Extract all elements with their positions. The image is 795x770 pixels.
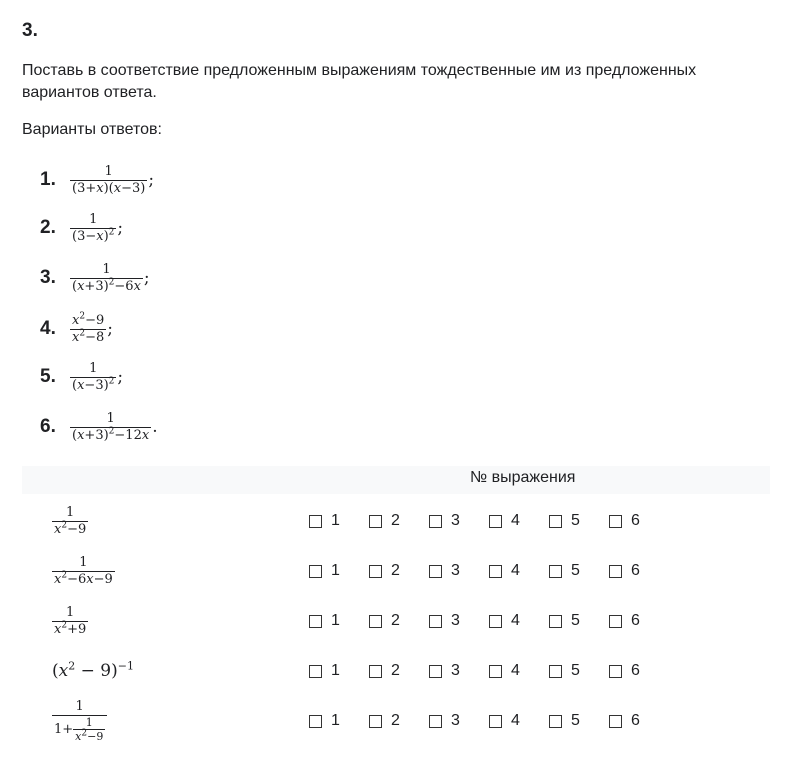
choice-label: 3 bbox=[451, 512, 460, 529]
option-fraction: $\frac{x^2-9}{x^2-8}$ bbox=[72, 311, 105, 345]
table-row bbox=[22, 696, 770, 746]
checkbox[interactable] bbox=[549, 515, 562, 528]
checkbox[interactable] bbox=[489, 615, 502, 628]
table-row bbox=[22, 646, 770, 696]
choice-label: 1 bbox=[331, 612, 340, 629]
choice-label: 2 bbox=[391, 712, 400, 729]
choice-label: 5 bbox=[571, 712, 580, 729]
checkbox[interactable] bbox=[609, 565, 622, 578]
choice-label: 5 bbox=[571, 612, 580, 629]
checkbox[interactable] bbox=[609, 665, 622, 678]
choice-4[interactable] bbox=[489, 662, 549, 680]
checkbox[interactable] bbox=[429, 615, 442, 628]
choice-label: 3 bbox=[451, 712, 460, 729]
checkbox[interactable] bbox=[369, 565, 382, 578]
row-expression: $(x^2 - 9)^{-1}$ bbox=[52, 659, 134, 681]
choice-5[interactable] bbox=[549, 512, 609, 530]
choice-label: 2 bbox=[391, 612, 400, 629]
checkbox[interactable] bbox=[369, 615, 382, 628]
option-fraction: $\frac{1}{(3+x)(x-3)}$ bbox=[72, 163, 146, 196]
choice-3[interactable] bbox=[429, 562, 489, 580]
checkbox[interactable] bbox=[429, 665, 442, 678]
choice-label: 5 bbox=[571, 512, 580, 529]
option-punct: ; bbox=[143, 268, 150, 288]
choice-label: 4 bbox=[511, 612, 520, 629]
choice-1[interactable] bbox=[309, 612, 369, 630]
choice-label: 1 bbox=[331, 712, 340, 729]
choice-3[interactable] bbox=[429, 662, 489, 680]
option-punct: ; bbox=[107, 319, 113, 339]
checkbox[interactable] bbox=[489, 715, 502, 728]
choice-label: 1 bbox=[331, 512, 340, 529]
choice-label: 4 bbox=[511, 562, 520, 579]
choice-6[interactable] bbox=[609, 562, 669, 580]
choice-label: 4 bbox=[511, 712, 520, 729]
choice-label: 3 bbox=[451, 662, 460, 679]
choice-5[interactable] bbox=[549, 612, 609, 630]
row-choices bbox=[309, 596, 669, 646]
checkbox[interactable] bbox=[609, 515, 622, 528]
checkbox[interactable] bbox=[609, 715, 622, 728]
checkbox[interactable] bbox=[309, 515, 322, 528]
choice-1[interactable] bbox=[309, 512, 369, 530]
checkbox[interactable] bbox=[309, 565, 322, 578]
row-choices bbox=[309, 646, 669, 696]
answer-option-2 bbox=[40, 208, 123, 248]
choice-label: 2 bbox=[391, 512, 400, 529]
choice-5[interactable] bbox=[549, 712, 609, 730]
choice-3[interactable] bbox=[429, 712, 489, 730]
choice-label: 6 bbox=[631, 562, 640, 579]
choice-5[interactable] bbox=[549, 662, 609, 680]
option-number: 3. bbox=[40, 267, 56, 288]
choice-label: 4 bbox=[511, 662, 520, 679]
choice-label: 3 bbox=[451, 562, 460, 579]
choice-label: 6 bbox=[631, 512, 640, 529]
choice-label: 1 bbox=[331, 662, 340, 679]
answer-option-6 bbox=[40, 407, 158, 447]
choice-2[interactable] bbox=[369, 662, 429, 680]
checkbox[interactable] bbox=[309, 615, 322, 628]
row-expression: 1 1+ $\frac{1}{x^2-9}$ bbox=[52, 696, 107, 746]
checkbox[interactable] bbox=[549, 615, 562, 628]
choice-6[interactable] bbox=[609, 612, 669, 630]
choice-label: 1 bbox=[331, 562, 340, 579]
row-expression: $\frac{1}{x^2-9}$ bbox=[54, 504, 87, 537]
choice-label: 6 bbox=[631, 662, 640, 679]
choice-6[interactable] bbox=[609, 712, 669, 730]
choice-label: 3 bbox=[451, 612, 460, 629]
checkbox[interactable] bbox=[369, 665, 382, 678]
question-number: 3. bbox=[22, 20, 38, 41]
option-number: 4. bbox=[40, 318, 56, 339]
checkbox[interactable] bbox=[489, 515, 502, 528]
choice-label: 4 bbox=[511, 512, 520, 529]
option-fraction: $\frac{1}{(3-x)^2}$ bbox=[72, 211, 115, 244]
answer-option-5 bbox=[40, 357, 123, 397]
checkbox[interactable] bbox=[369, 515, 382, 528]
answer-option-4 bbox=[40, 309, 113, 349]
table-header-label: № выражения bbox=[470, 469, 576, 486]
choice-label: 5 bbox=[571, 662, 580, 679]
checkbox[interactable] bbox=[549, 565, 562, 578]
checkbox[interactable] bbox=[489, 565, 502, 578]
checkbox[interactable] bbox=[369, 715, 382, 728]
option-fraction: $\frac{1}{(x-3)^2}$ bbox=[72, 360, 115, 393]
option-fraction: $\frac{1}{(x+3)^2-12x}$ bbox=[72, 410, 150, 443]
choice-4[interactable] bbox=[489, 562, 549, 580]
choice-2[interactable] bbox=[369, 562, 429, 580]
choice-label: 6 bbox=[631, 612, 640, 629]
choice-label: 6 bbox=[631, 712, 640, 729]
option-number: 5. bbox=[40, 366, 56, 387]
choice-4[interactable] bbox=[489, 712, 549, 730]
row-expression: $\frac{1}{x^2+9}$ bbox=[54, 604, 87, 637]
table-row bbox=[22, 546, 770, 596]
option-number: 1. bbox=[40, 169, 56, 190]
choice-3[interactable] bbox=[429, 612, 489, 630]
checkbox[interactable] bbox=[549, 715, 562, 728]
option-punct: ; bbox=[117, 218, 124, 238]
choice-4[interactable] bbox=[489, 512, 549, 530]
matching-table-header bbox=[22, 466, 770, 494]
option-number: 6. bbox=[40, 416, 56, 437]
row-choices bbox=[309, 696, 669, 746]
answer-option-3 bbox=[40, 258, 150, 298]
row-choices bbox=[309, 496, 669, 546]
checkbox[interactable] bbox=[309, 715, 322, 728]
checkbox[interactable] bbox=[309, 665, 322, 678]
choice-6[interactable] bbox=[609, 662, 669, 680]
option-number: 2. bbox=[40, 217, 56, 238]
choice-3[interactable] bbox=[429, 512, 489, 530]
choice-1[interactable] bbox=[309, 712, 369, 730]
choice-2[interactable] bbox=[369, 512, 429, 530]
option-punct: . bbox=[152, 417, 158, 437]
choice-label: 2 bbox=[391, 662, 400, 679]
checkbox[interactable] bbox=[429, 515, 442, 528]
option-punct: ; bbox=[148, 170, 155, 190]
option-punct: ; bbox=[117, 367, 124, 387]
choice-4[interactable] bbox=[489, 612, 549, 630]
choice-2[interactable] bbox=[369, 712, 429, 730]
question-text: Поставь в соответствие предложенным выражениям тождественные им из предложенных вариантов ответа. bbox=[22, 62, 697, 101]
choice-label: 5 bbox=[571, 562, 580, 579]
table-row bbox=[22, 496, 770, 546]
checkbox[interactable] bbox=[549, 665, 562, 678]
answer-option-1 bbox=[40, 160, 154, 200]
choice-6[interactable] bbox=[609, 512, 669, 530]
checkbox[interactable] bbox=[609, 615, 622, 628]
choice-5[interactable] bbox=[549, 562, 609, 580]
choice-1[interactable] bbox=[309, 662, 369, 680]
row-choices bbox=[309, 546, 669, 596]
checkbox[interactable] bbox=[429, 565, 442, 578]
choice-label: 2 bbox=[391, 562, 400, 579]
row-expression: $\frac{1}{x^2-6x-9}$ bbox=[54, 554, 113, 587]
checkbox[interactable] bbox=[429, 715, 442, 728]
choice-2[interactable] bbox=[369, 612, 429, 630]
choice-1[interactable] bbox=[309, 562, 369, 580]
answers-label: Варианты ответов: bbox=[22, 121, 162, 138]
table-row bbox=[22, 596, 770, 646]
option-fraction: $\frac{1}{(x+3)^2-6x}$ bbox=[72, 261, 141, 294]
checkbox[interactable] bbox=[489, 665, 502, 678]
